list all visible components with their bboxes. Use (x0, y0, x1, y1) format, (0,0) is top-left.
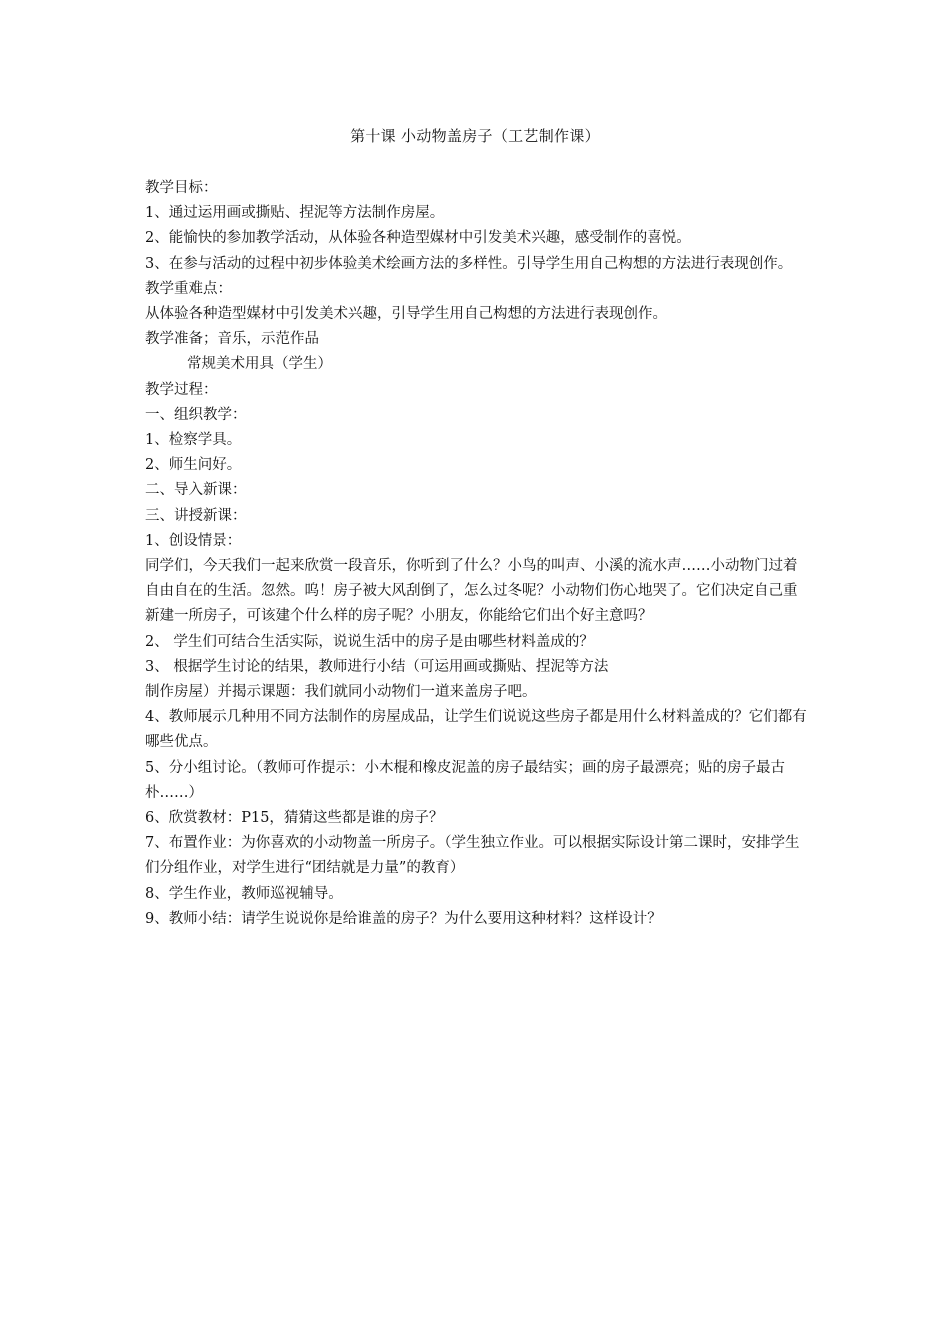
process-item: 2、师生问好。 (145, 457, 242, 474)
objective-item-1: 1、通过运用画或撕贴、捏泥等方法制作房屋。 (145, 205, 445, 222)
process-item: 9、教师小结：请学生说说你是给谁盖的房子？为什么要用这种材料？这样设计？ (145, 910, 662, 927)
document-title: 第十课 小动物盖房子（工艺制作课） (350, 127, 600, 145)
process-item: 8、学生作业，教师巡视辅导。 (145, 885, 343, 902)
process-item: 7、布置作业：为你喜欢的小动物盖一所房子。（学生独立作业。可以根据实际设计第二课时，安排学生们分组作业，对学生进行“团结就是力量”的教育） (145, 835, 800, 877)
process-item-continuation: 制作房屋）并揭示课题：我们就同小动物们一道来盖房子吧。 (145, 684, 537, 701)
preparation-line: 教学准备；音乐，示范作品 (145, 331, 319, 348)
process-item: 1、检察学具。 (145, 432, 242, 449)
process-item: 1、创设情景： (145, 532, 242, 549)
section-heading-process: 教学过程： (145, 381, 218, 398)
process-item: 4、教师展示几种用不同方法制作的房屋成品，让学生们说说这些房子都是用什么材料盖成的？它们都有哪些优点。 (145, 709, 807, 751)
process-step-heading-3: 三、讲授新课： (145, 507, 247, 524)
process-item: 5、分小组讨论。（教师可作提示：小木棍和橡皮泥盖的房子最结实；画的房子最漂亮；贴的房子最古朴……） (145, 759, 785, 801)
section-heading-key-points: 教学重难点： (145, 280, 232, 297)
section-heading-objectives: 教学目标： (145, 180, 218, 196)
preparation-line-2: 常规美术用具（学生） (187, 356, 332, 373)
process-item: 2、 学生们可结合生活实际，说说生活中的房子是由哪些材料盖成的？ (145, 633, 594, 650)
process-step-heading-2: 二、导入新课： (145, 482, 247, 499)
objective-item-2: 2、能愉快的参加教学活动，从体验各种造型媒材中引发美术兴趣，感受制作的喜悦。 (145, 230, 691, 247)
scenario-paragraph: 同学们，今天我们一起来欣赏一段音乐，你听到了什么？小鸟的叫声、小溪的流水声……小动物门过着自由自在的生活。忽然。呜！房子被大风刮倒了，怎么过冬呢？小动物们伤心地哭了。它们决定自己重新建一所房子，可该建个什么样的房子呢？小朋友，你能给它们出个好主意吗？ (145, 558, 798, 625)
objective-item-3: 3、在参与活动的过程中初步体验美术绘画方法的多样性。引导学生用自己构想的方法进行表现创作。 (145, 255, 793, 272)
key-points-text: 从体验各种造型媒材中引发美术兴趣，引导学生用自己构想的方法进行表现创作。 (145, 306, 667, 323)
process-item: 6、欣赏教材：P15，猜猜这些都是谁的房子？ (145, 810, 444, 827)
process-step-heading-1: 一、组织教学： (145, 406, 247, 423)
document-body (145, 176, 809, 932)
process-item: 3、 根据学生讨论的结果，教师进行小结（可运用画或撕贴、捏泥等方法 (145, 658, 609, 675)
